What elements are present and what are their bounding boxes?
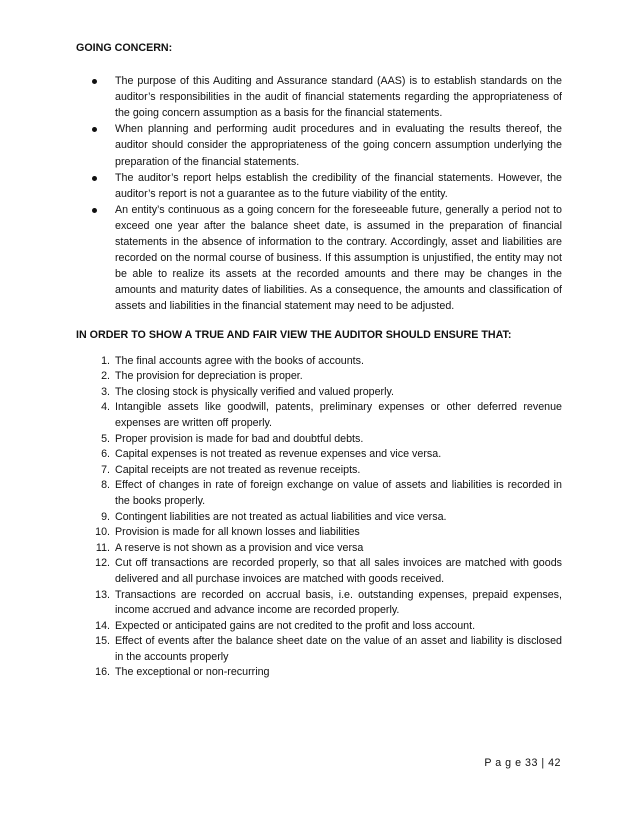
item-number: 6.: [101, 448, 110, 461]
item-text: Proper provision is made for bad and doubtful debts.: [115, 432, 364, 445]
item-number: 11.: [95, 541, 110, 554]
item-text: The final accounts agree with the books of accounts.: [115, 354, 364, 367]
list-item: [76, 634, 562, 665]
item-text: Capital receipts are not treated as revenue receipts.: [115, 463, 361, 476]
going-concern-bullet-list: [76, 73, 562, 314]
bullet-icon: [92, 208, 97, 213]
item-number: 14.: [95, 619, 110, 632]
item-text: The exceptional or non-recurring: [115, 666, 270, 679]
list-item: [76, 619, 562, 635]
section-heading-going-concern: GOING CONCERN:: [76, 42, 173, 54]
item-number: 9.: [101, 510, 110, 523]
item-text: Expected or anticipated gains are not credited to the profit and loss account.: [115, 619, 476, 632]
item-text: Capital expenses is not treated as revenue expenses and vice versa.: [115, 448, 442, 461]
bullet-item: [76, 73, 562, 121]
bullet-text: The auditor’s report helps establish the credibility of the financial statements. However, the auditor’s report is not a guarantee as to the future viability of the entity.: [115, 171, 562, 200]
item-number: 2.: [101, 370, 110, 383]
list-item: [76, 525, 562, 541]
list-item: [76, 400, 562, 431]
section-heading-true-and-fair-view: IN ORDER TO SHOW A TRUE AND FAIR VIEW THE AUDITOR SHOULD ENSURE THAT:: [76, 328, 512, 341]
item-text: The closing stock is physically verified and valued properly.: [115, 385, 394, 398]
list-item: [76, 385, 562, 401]
item-text: Transactions are recorded on accrual basis, i.e. outstanding expenses, prepaid expenses, income accrued and advance income are recorded properly.: [115, 588, 562, 617]
list-item: [76, 447, 562, 463]
item-number: 5.: [101, 432, 110, 445]
item-text: Provision is made for all known losses and liabilities: [115, 526, 360, 539]
bullet-item: [76, 202, 562, 315]
bullet-icon: [92, 176, 97, 181]
auditor-checklist: [76, 354, 562, 681]
list-item: [76, 510, 562, 526]
bullet-text: The purpose of this Auditing and Assurance standard (AAS) is to establish standards on the auditor’s responsibilities in the audit of financial statements regarding the appropriateness of the going concern assumption as a basis for the financial statements.: [115, 75, 562, 120]
list-item: [76, 588, 562, 619]
item-number: 13.: [95, 588, 110, 601]
item-text: A reserve is not shown as a provision and vice versa: [115, 541, 364, 554]
item-text: Intangible assets like goodwill, patents, preliminary expenses or other deferred revenue expenses are written off properly.: [115, 401, 562, 429]
list-item: [76, 369, 562, 385]
item-number: 3.: [101, 385, 110, 398]
item-number: 12.: [95, 557, 110, 570]
list-item: [76, 556, 562, 587]
item-number: 1.: [101, 354, 110, 367]
item-number: 16.: [95, 666, 110, 679]
list-item: [76, 432, 562, 448]
item-number: 8.: [101, 479, 110, 492]
item-text: The provision for depreciation is proper.: [115, 370, 303, 383]
item-text: Effect of events after the balance sheet date on the value of an asset and liability is disclosed in the accounts properly: [115, 635, 562, 663]
bullet-item: [76, 121, 562, 169]
item-text: Effect of changes in rate of foreign exchange on value of assets and liabilities is recorded in the books properly.: [115, 479, 562, 507]
item-number: 7.: [101, 463, 110, 476]
bullet-item: [76, 170, 562, 202]
list-item: [76, 463, 562, 479]
item-number: 4.: [101, 401, 110, 414]
list-item: [76, 354, 562, 370]
bullet-icon: [92, 79, 97, 84]
list-item: [76, 541, 562, 557]
list-item: [76, 665, 562, 681]
item-text: Cut off transactions are recorded properly, so that all sales invoices are matched with goods delivered and all purchase invoices are matched with goods received.: [115, 557, 562, 585]
page-number: P a g e 33 | 42: [484, 757, 561, 769]
list-item: [76, 478, 562, 509]
bullet-text: An entity’s continuous as a going concern for the foreseeable future, generally a period not to exceed one year after the balance sheet date, is assumed in the preparation of financial statements in the absence of information to the contrary. Accordingly, asset and liabilities are recorded on the normal course of business. If this assumption is unjustified, the entity may not be able to realize its assets at the recorded amounts and there may be changes in the amounts and maturity dates of liabilities. As a consequence, the amounts and classification of assets and liabilities in the financial statement may need to be adjusted.: [115, 203, 562, 313]
bullet-icon: [92, 127, 97, 132]
item-number: 15.: [95, 635, 110, 648]
bullet-text: When planning and performing audit procedures and in evaluating the results thereof, the auditor should consider the appropriateness of the going concern assumption underlying the preparation of the financial statements.: [115, 123, 562, 168]
item-number: 10.: [95, 526, 110, 539]
item-text: Contingent liabilities are not treated as actual liabilities and vice versa.: [115, 510, 447, 523]
